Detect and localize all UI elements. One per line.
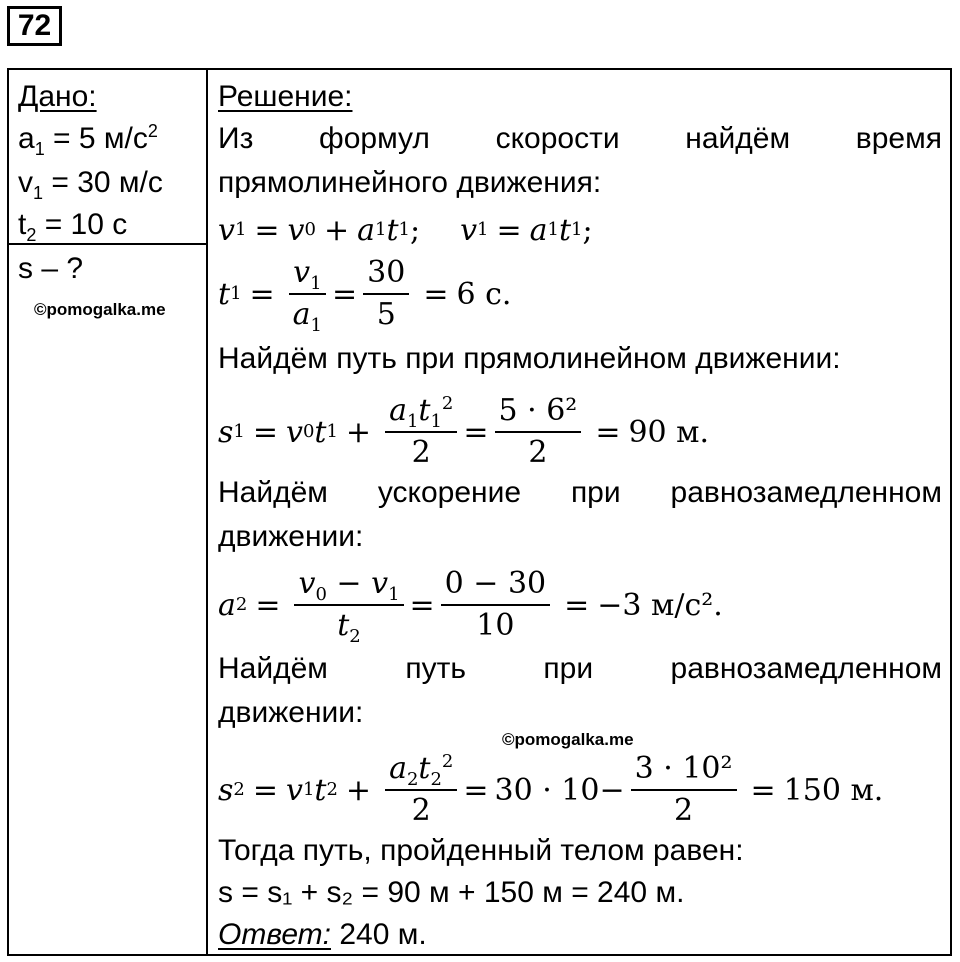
equation-time: t 1 = $\frac{v_1}{a_1}$ = $\frac{30}{5}$ = 6 с. — [218, 255, 512, 336]
paragraph-4-line-1: Найдём путь при равнозамедленном — [218, 652, 942, 685]
equation-path-2: s 2 = v 1 t 2 + $\frac{a_2t_2^2}{2}$ = 30 · 10 − $\frac{\text{3 · 10²}}{2}$ = 150 м. — [218, 751, 884, 828]
paragraph-3-line-1: Найдём ускорение при равнозамедленном — [218, 476, 942, 509]
watermark: ©pomogalka.me — [34, 300, 166, 319]
paragraph-1-line-2: прямолинейного движения: — [218, 166, 602, 199]
equation-path-1: s 1 = v 0 t 1 + $\frac{a_1t_1^2}{2}$ = $\frac{\text{5 · 6²}}{2}$ = 90 м. — [218, 393, 710, 470]
given-t2: $t_2 = 10$ с — [18, 208, 128, 245]
given-a1: $a_1 = 5$ $м/с^2$ — [18, 121, 158, 159]
paragraph-3-line-2: движении: — [218, 520, 364, 553]
answer: Ответ: 240 м. — [218, 918, 427, 951]
equation-acceleration: a 2 = $\frac{v_0 - v_1}{t_2}$ = $\frac{0 - 30}{10}$ = −3 м/с². — [218, 566, 723, 647]
paragraph-4-line-2: движении: — [218, 696, 364, 729]
solution-header: Решение: — [218, 80, 353, 113]
problem-number: 72 — [7, 6, 62, 46]
equation-velocity: v 1 = v 0 + a 1 t 1 ; v 1 = a 1 t 1 ; — [218, 212, 593, 248]
watermark-2: ©pomogalka.me — [502, 730, 634, 749]
final-equation: s = s₁ + s₂ = 90 м + 150 м = 240 м. — [218, 876, 685, 909]
given-v1: $v_1 = 30$ м/с — [18, 166, 163, 203]
paragraph-1-line-1: Из формул скорости найдём время — [218, 122, 942, 155]
given-divider — [7, 243, 208, 245]
given-header: Дано: — [18, 80, 97, 113]
find-s: s – ? — [18, 252, 84, 285]
column-divider — [206, 68, 208, 956]
paragraph-5: Тогда путь, пройденный телом равен: — [218, 834, 744, 867]
paragraph-2: Найдём путь при прямолинейном движении: — [218, 342, 841, 375]
